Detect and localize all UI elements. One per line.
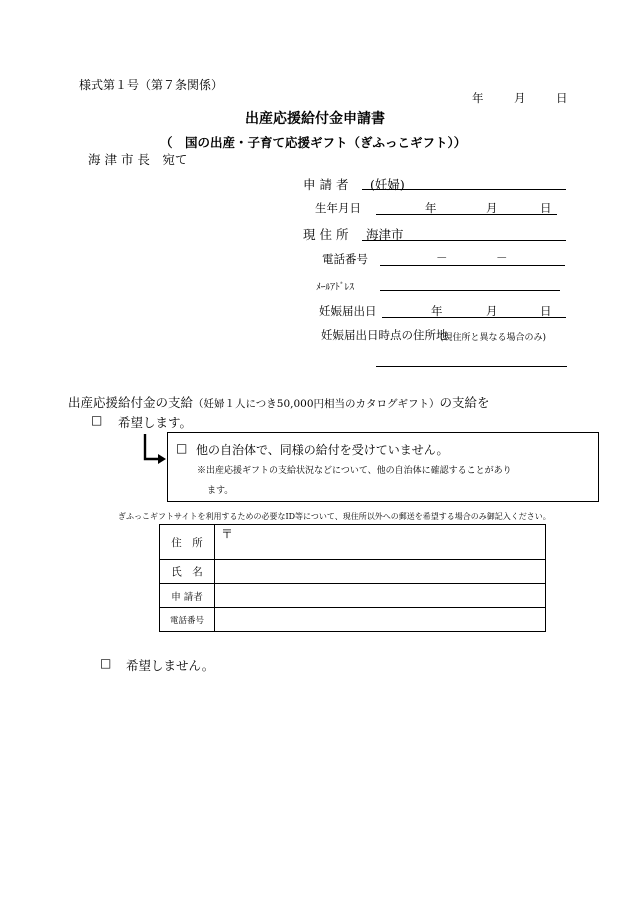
arrow-icon (140, 434, 168, 466)
addressee: 海 津 市 長 宛て (88, 152, 188, 167)
address-value: 海津市 (366, 227, 404, 242)
phone-line[interactable] (380, 265, 565, 266)
pregnancy-month-label: 月 (486, 304, 498, 318)
gift-site-note: ぎふっこギフトサイトを利用するための必要なID等について、現住所以外への郵送を希望する場合のみ御記入ください。 (118, 512, 551, 521)
form-number: 様式第１号（第７条関係） (79, 78, 224, 92)
payment-statement (68, 393, 490, 411)
hope-label: 希望します。 (118, 415, 193, 430)
birthdate-day-label: 日 (540, 201, 552, 215)
other-municipality-checkbox[interactable]: □ (176, 441, 188, 455)
mailing-address-label: 住 所 (160, 525, 215, 560)
table-row (160, 608, 546, 632)
table-row (160, 525, 546, 560)
email-label: ﾒｰﾙｱﾄﾞﾚｽ (316, 282, 355, 293)
payment-statement-main: 出産応援給付金の支給 (68, 395, 194, 410)
table-row (160, 560, 546, 584)
payment-statement-note: （妊婦１人につき50,000円相当のカタログギフト） (193, 398, 440, 410)
pregnancy-address-note: (現住所と異なる場合のみ) (440, 333, 547, 343)
birthdate-month-label: 月 (486, 201, 498, 215)
mailing-address-field[interactable]: 〒 (215, 525, 546, 560)
applicant-value: (妊婦) (370, 177, 405, 192)
pregnancy-date-label: 妊娠届出日 (319, 304, 377, 318)
date-year-label: 年 (472, 91, 484, 105)
date-day-label: 日 (556, 91, 568, 105)
no-hope-checkbox[interactable]: □ (100, 656, 112, 670)
mailing-applicant-label: 申 請者 (160, 584, 215, 608)
mailing-name-field[interactable] (215, 560, 546, 584)
mailing-phone-label: 電話番号 (160, 608, 215, 632)
birthdate-label: 生年月日 (315, 201, 361, 215)
mailing-address-table (159, 524, 546, 632)
page-subtitle: （ 国の出産・子育て応援ギフト（ぎふっこギフト）） (160, 135, 467, 150)
pregnancy-day-label: 日 (540, 304, 552, 318)
mailing-name-label: 氏 名 (160, 560, 215, 584)
pregnancy-year-label: 年 (431, 304, 443, 318)
other-municipality-text: 他の自治体で、同様の給付を受けていません。 (196, 443, 449, 457)
pregnancy-date-line[interactable] (382, 317, 566, 318)
applicant-label: 申 請 者 (303, 177, 349, 192)
email-line[interactable] (380, 290, 560, 291)
mailing-phone-field[interactable] (215, 608, 546, 632)
no-hope-label: 希望しません。 (126, 658, 215, 673)
page-title: 出産応援給付金申請書 (245, 111, 385, 127)
hope-checkbox[interactable]: □ (91, 413, 103, 427)
phone-separator-1: － (436, 251, 448, 265)
table-row (160, 584, 546, 608)
address-label: 現 住 所 (303, 227, 349, 242)
applicant-line[interactable] (362, 189, 566, 190)
phone-separator-2: － (496, 251, 508, 265)
payment-statement-end: の支給を (439, 395, 490, 410)
address-line[interactable] (362, 240, 566, 241)
birthdate-line[interactable] (376, 214, 557, 215)
birthdate-year-label: 年 (425, 201, 437, 215)
pregnancy-address-label: 妊娠届出日時点の住所地 (321, 328, 448, 342)
pregnancy-address-line[interactable] (376, 366, 567, 367)
phone-label: 電話番号 (322, 252, 368, 266)
mailing-applicant-field[interactable] (215, 584, 546, 608)
confirm-note-line-2: ます。 (207, 486, 234, 496)
confirm-note-line-1: ※出産応援ギフトの支給状況などについて、他の自治体に確認することがあり (197, 466, 512, 476)
date-month-label: 月 (514, 91, 526, 105)
